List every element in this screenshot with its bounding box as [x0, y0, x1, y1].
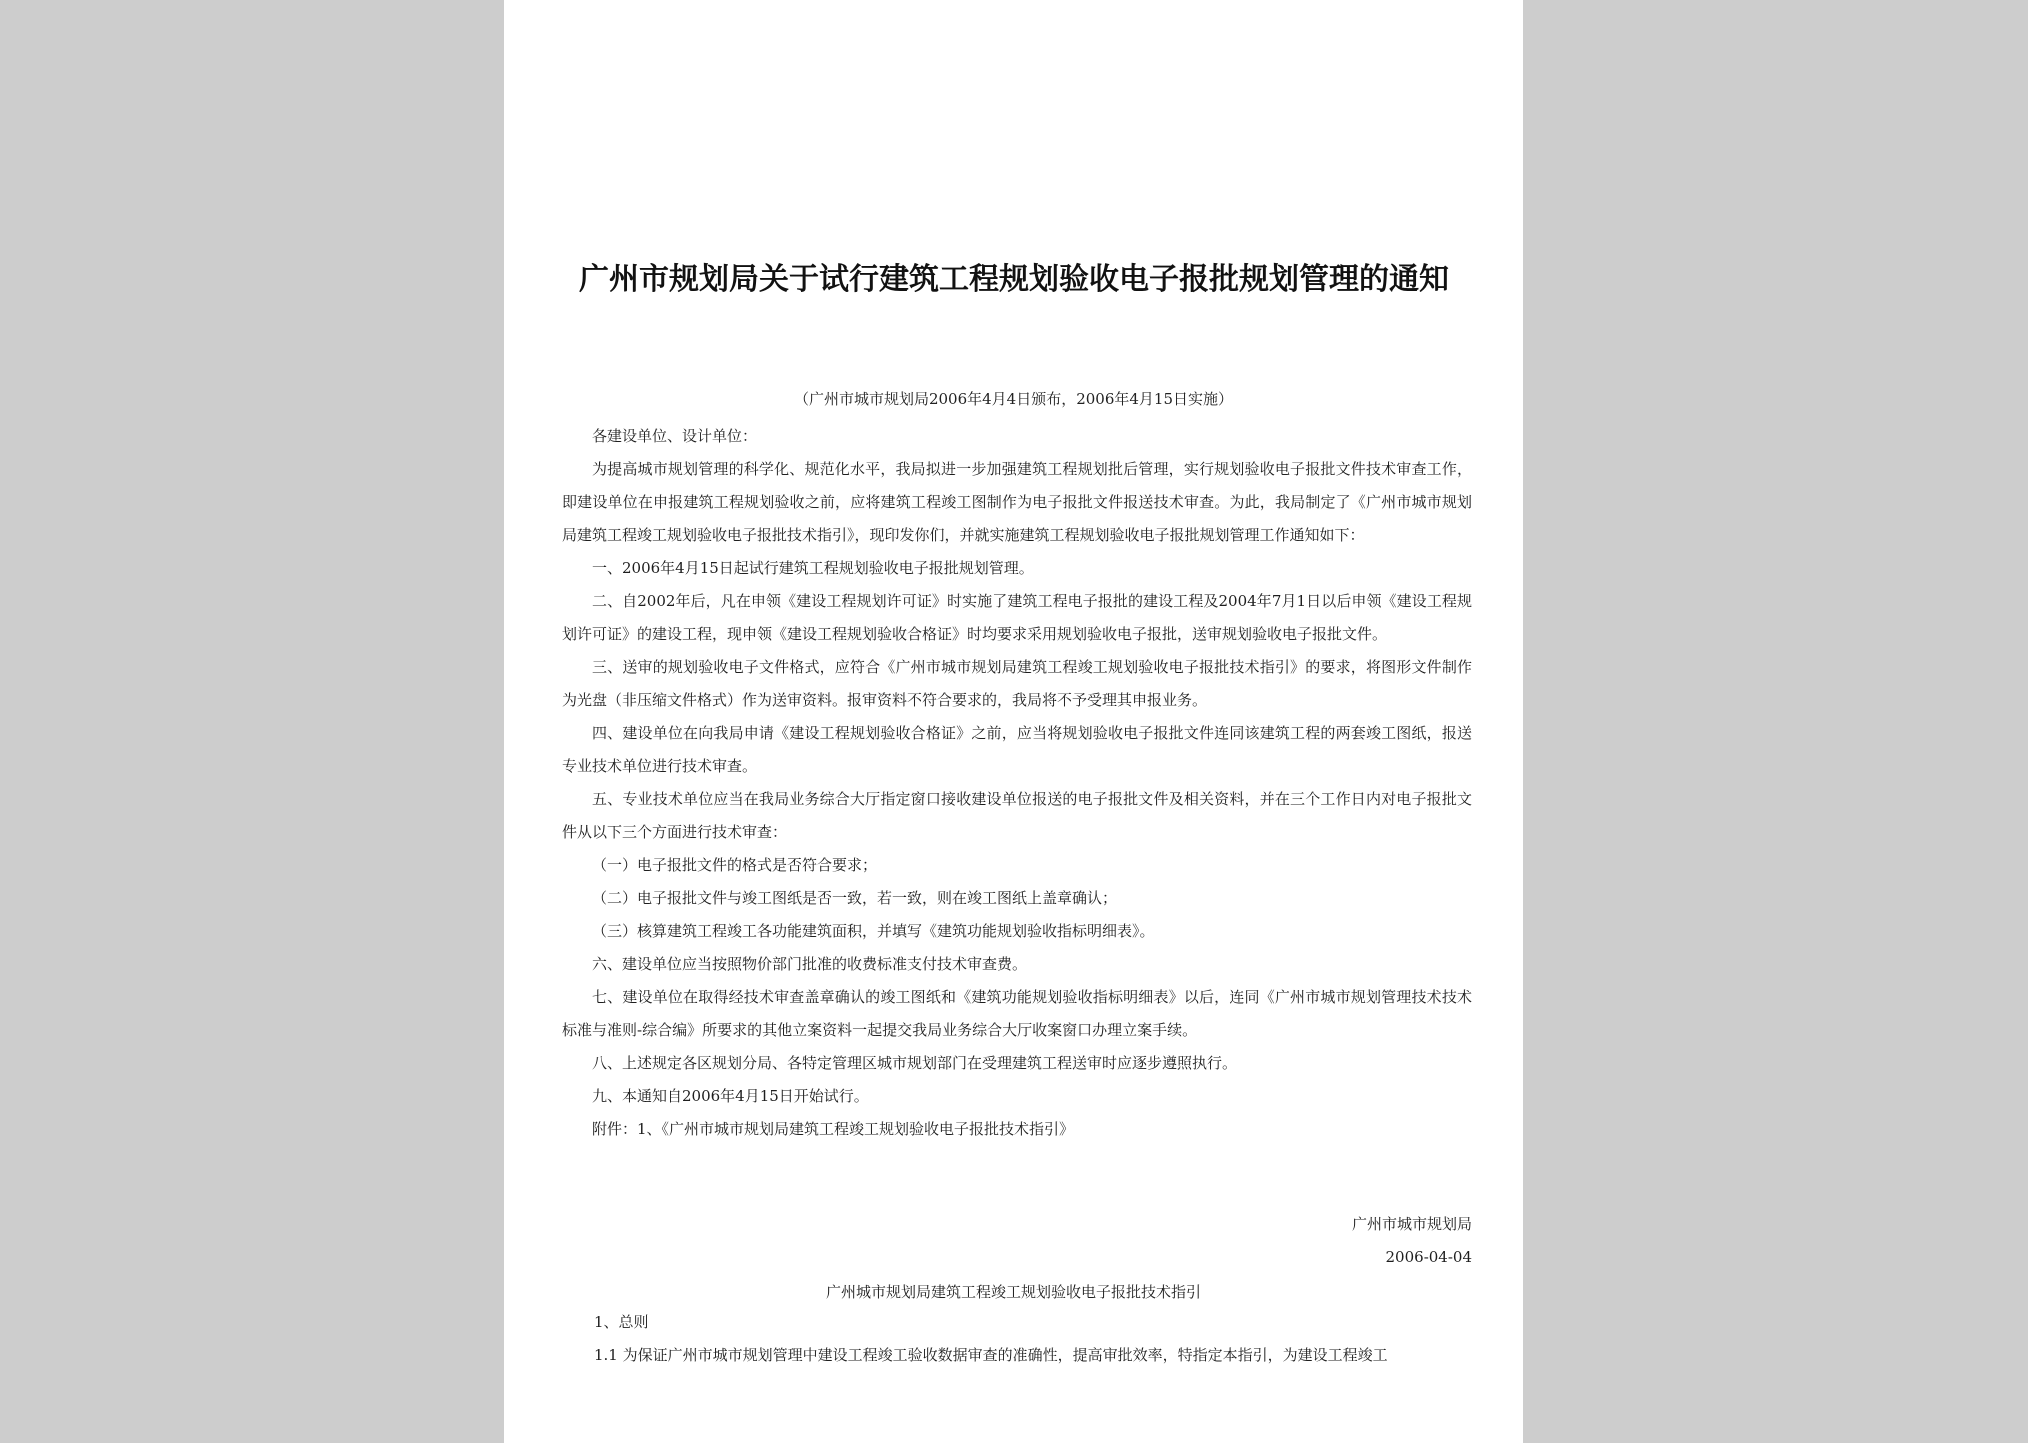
paragraph: 四、建设单位在向我局申请《建设工程规划验收合格证》之前，应当将规划验收电子报批文件连同该建筑工程的两套竣工图纸，报送专业技术单位进行技术审查。	[562, 724, 1472, 775]
document-subtitle: （广州市城市规划局2006年4月4日颁布，2006年4月15日实施）	[793, 390, 1234, 408]
attachment-line: 附件：1、《广州市城市规划局建筑工程竣工规划验收电子报批技术指引》	[592, 1120, 1075, 1138]
paragraph: 六、建设单位应当按照物价部门批准的收费标准支付技术审查费。	[592, 955, 1028, 973]
issuer: 广州市城市规划局	[1351, 1215, 1472, 1233]
paragraph: 为提高城市规划管理的科学化、规范化水平，我局拟进一步加强建筑工程规划批后管理，实行规划验收电子报批文件技术审查工作，即建设单位在申报建筑工程规划验收之前，应将建筑工程竣工图制作为电子报批文件报送技术审查。为此，我局制定了《广州市城市规划局建筑工程竣工规划验收电子报批技术指引》，现印发你们，并就实施建筑工程规划验收电子报批规划管理工作通知如下：	[562, 460, 1472, 544]
document-title: 广州市规划局关于试行建筑工程规划验收电子报批规划管理的通知	[579, 262, 1449, 297]
paragraph: 九、本通知自2006年4月15日开始试行。	[592, 1087, 869, 1105]
paragraph: 五、专业技术单位应当在我局业务综合大厅指定窗口接收建设单位报送的电子报批文件及相关资料，并在三个工作日内对电子报批文件从以下三个方面进行技术审查：	[562, 790, 1472, 841]
document-body	[562, 420, 1472, 1146]
document-page	[504, 0, 1523, 1443]
paragraph: 一、2006年4月15日起试行建筑工程规划验收电子报批规划管理。	[592, 559, 1034, 577]
issue-date: 2006-04-04	[1385, 1248, 1472, 1266]
paragraph: 二、自2002年后，凡在申领《建设工程规划许可证》时实施了建筑工程电子报批的建设工程及2004年7月1日以后申领《建设工程规划许可证》的建设工程，现申领《建设工程规划验收合格证》时均要求采用规划验收电子报批，送审规划验收电子报批文件。	[562, 592, 1472, 643]
annex-line: 1、总则	[594, 1313, 649, 1331]
signoff	[562, 1208, 1472, 1274]
paragraph: 七、建设单位在取得经技术审查盖章确认的竣工图纸和《建筑功能规划验收指标明细表》以后，连同《广州市城市规划管理技术技术标准与准则-综合编》所要求的其他立案资料一起提交我局业务综合大厅收案窗口办理立案手续。	[562, 988, 1472, 1039]
paragraph: 八、上述规定各区规划分局、各特定管理区城市规划部门在受理建筑工程送审时应逐步遵照执行。	[592, 1054, 1238, 1072]
paragraph: （三）核算建筑工程竣工各功能建筑面积，并填写《建筑功能规划验收指标明细表》。	[592, 922, 1155, 940]
annex-title: 广州城市规划局建筑工程竣工规划验收电子报批技术指引	[825, 1283, 1201, 1301]
annex-body	[562, 1306, 1487, 1372]
annex-line: 1.1 为保证广州市城市规划管理中建设工程竣工验收数据审查的准确性，提高审批效率，特指定本指引，为建设工程竣工	[594, 1346, 1388, 1364]
paragraph: （一）电子报批文件的格式是否符合要求；	[592, 856, 878, 874]
salutation: 各建设单位、设计单位：	[592, 427, 758, 445]
paragraph: 三、送审的规划验收电子文件格式，应符合《广州市城市规划局建筑工程竣工规划验收电子报批技术指引》的要求，将图形文件制作为光盘（非压缩文件格式）作为送审资料。报审资料不符合要求的，我局将不予受理其申报业务。	[562, 658, 1472, 709]
paragraph: （二）电子报批文件与竣工图纸是否一致，若一致，则在竣工图纸上盖章确认；	[592, 889, 1118, 907]
